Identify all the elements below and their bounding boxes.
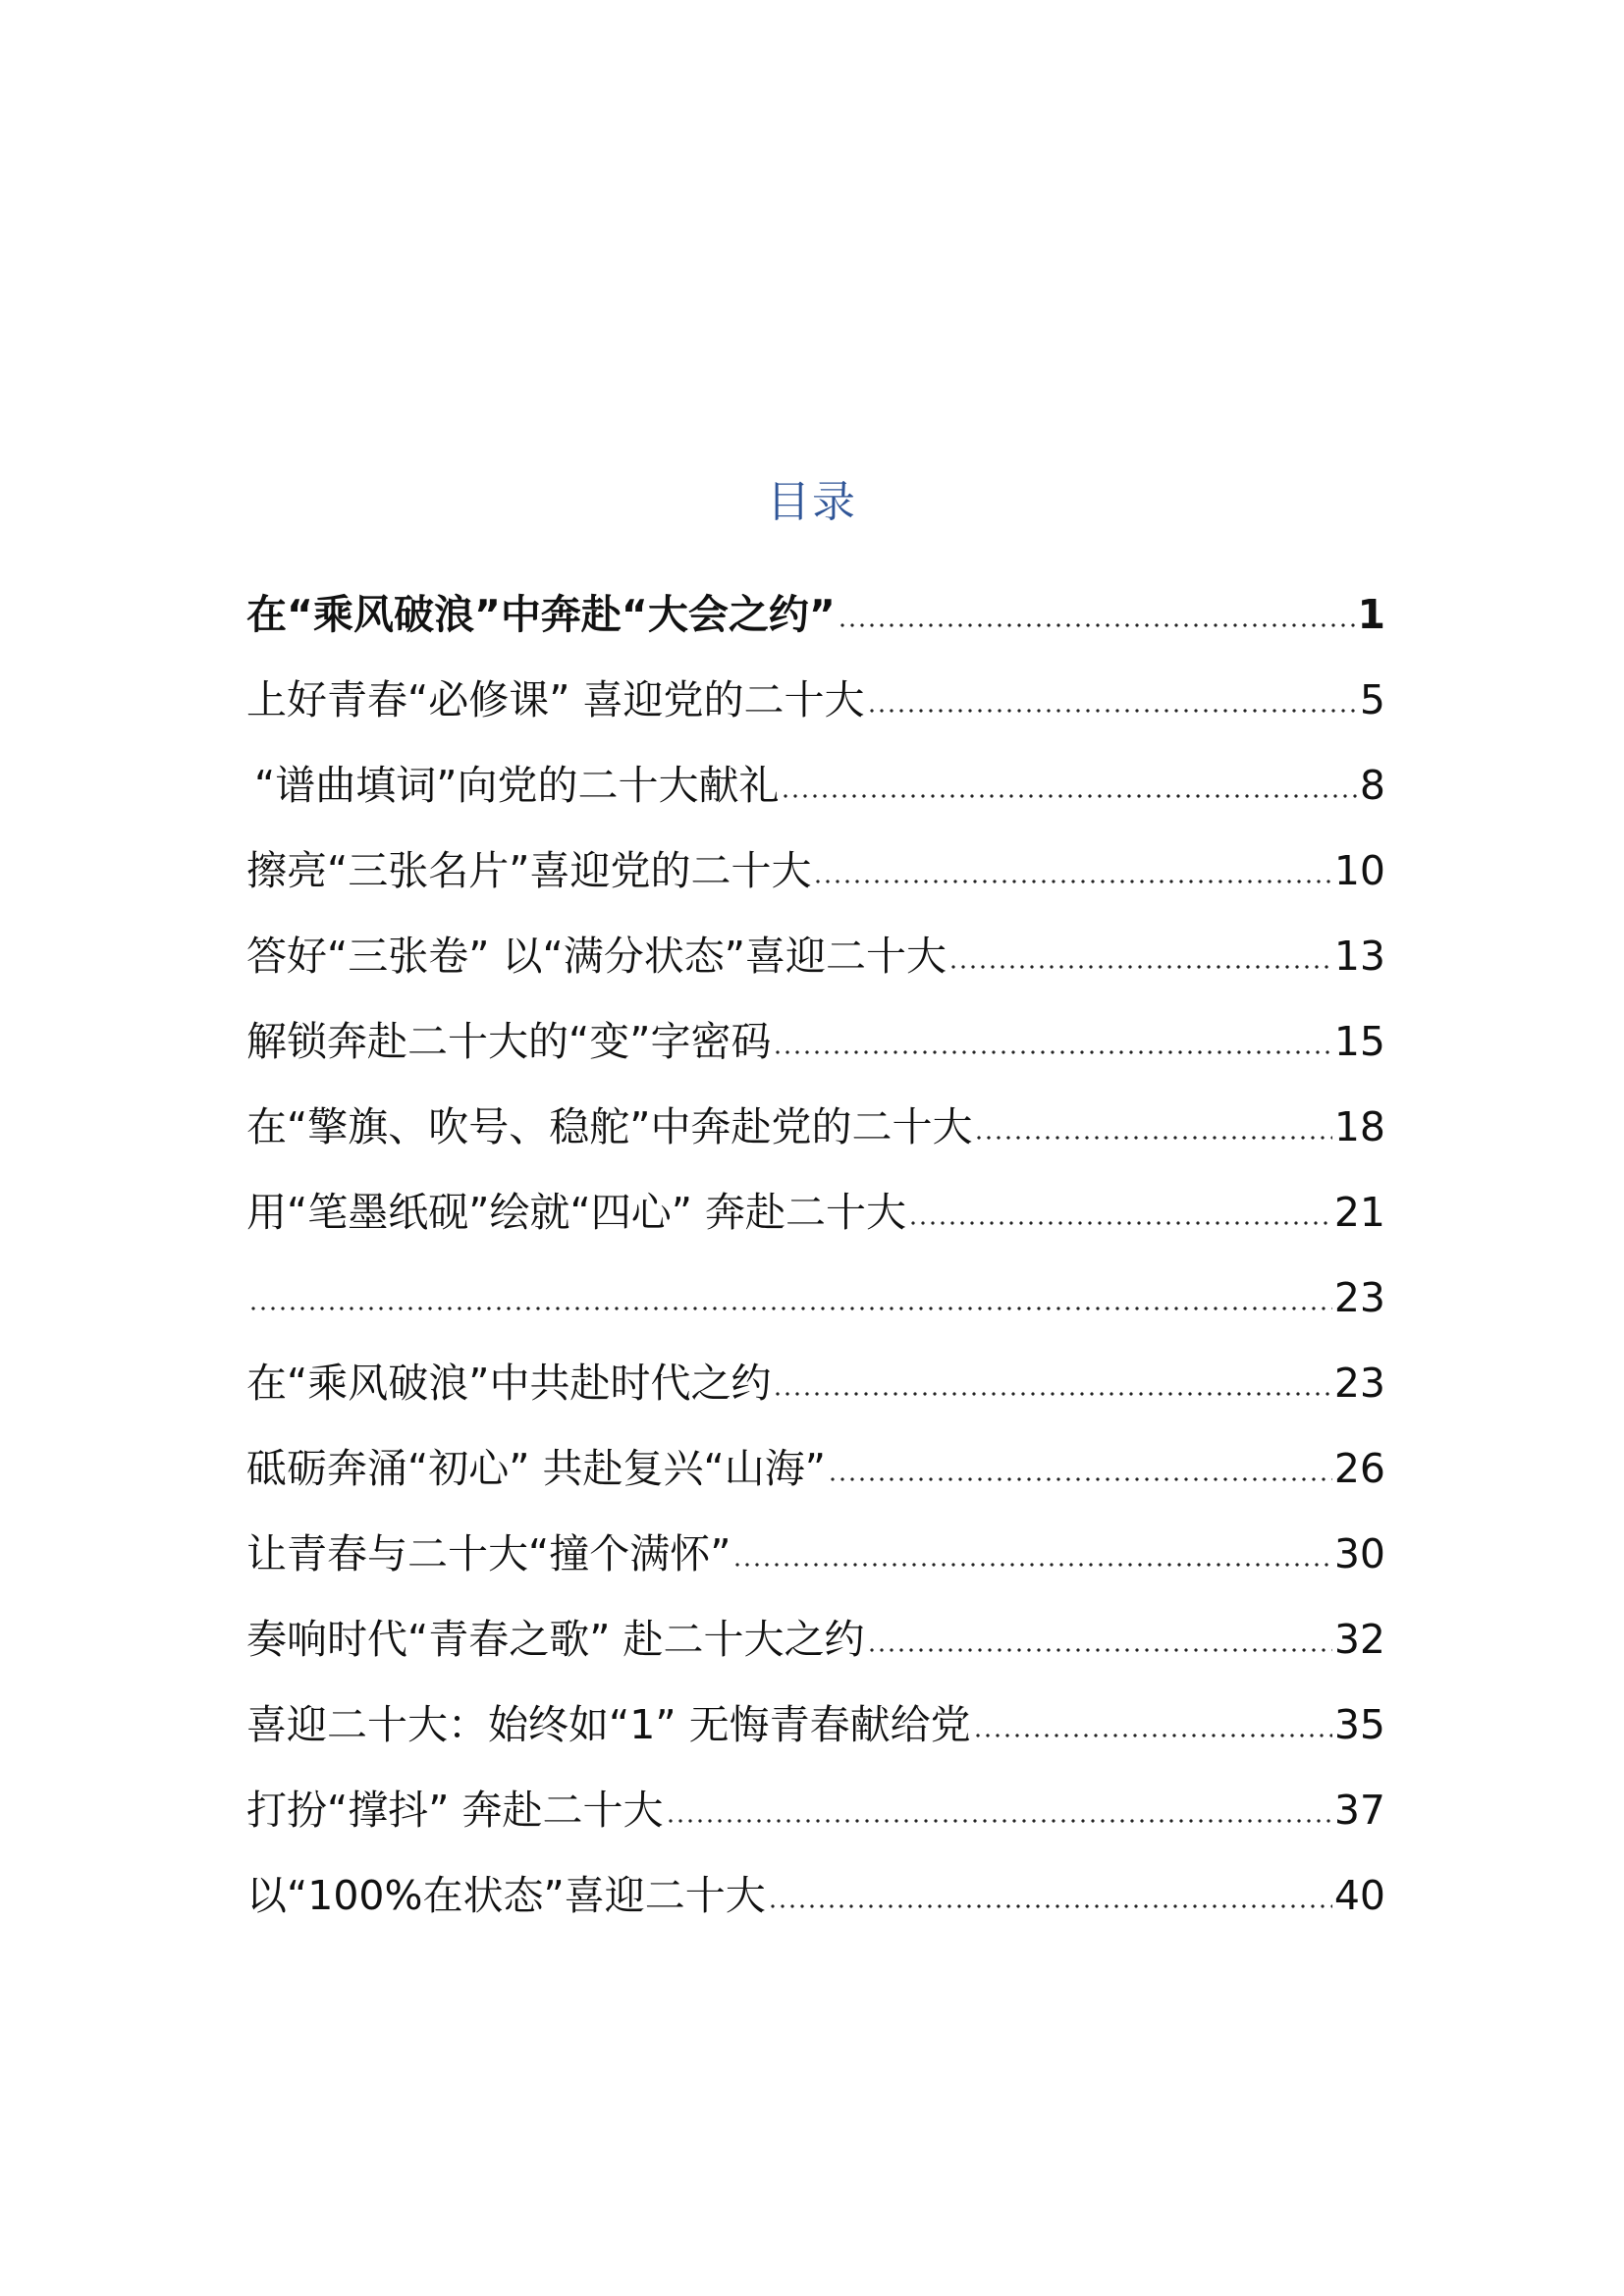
toc-entry-title: 擦亮“三张名片”喜迎党的二十大: [246, 847, 812, 894]
toc-entry-page: 23: [1333, 1360, 1385, 1407]
toc-entry-title: 喜迎二十大：始终如“1” 无悔青春献给党: [246, 1701, 971, 1748]
table-of-contents: [246, 561, 1385, 1927]
toc-entry-title: 答好“三张卷” 以“满分状态”喜迎二十大: [246, 933, 947, 980]
dot-leader: [828, 1472, 1332, 1486]
toc-entry-title: 上好青春“必修课” 喜迎党的二十大: [246, 676, 865, 723]
toc-entry-page: 30: [1333, 1530, 1385, 1577]
toc-entry-title: 用“笔墨纸砚”绘就“四心” 奔赴二十大: [246, 1189, 906, 1236]
toc-entry-page: 15: [1333, 1018, 1385, 1065]
dot-leader: [768, 1899, 1332, 1913]
toc-entry[interactable]: [246, 561, 1385, 646]
toc-entry[interactable]: [246, 1842, 1385, 1927]
toc-entry-page: 23: [1333, 1274, 1385, 1321]
toc-entry-title: 让青春与二十大“撞个满怀”: [246, 1530, 731, 1577]
toc-entry-title: 解锁奔赴二十大的“变”字密码: [246, 1018, 772, 1065]
toc-entry-title: 在“乘风破浪”中奔赴“大会之约”: [246, 591, 836, 638]
dot-leader: [838, 618, 1356, 632]
toc-entry-title: 奏响时代“青春之歌” 赴二十大之约: [246, 1616, 865, 1663]
dot-leader: [248, 1302, 1332, 1315]
dot-leader: [813, 875, 1331, 888]
toc-entry-page: 37: [1333, 1787, 1385, 1834]
toc-entry-page: 18: [1333, 1103, 1385, 1150]
toc-entry-title: 在“乘风破浪”中共赴时代之约: [246, 1360, 772, 1407]
toc-entry-page: 1: [1357, 591, 1385, 638]
toc-entry-page: 8: [1359, 762, 1385, 809]
toc-entry-page: 13: [1333, 933, 1385, 980]
dot-leader: [867, 1643, 1332, 1657]
toc-entry[interactable]: [246, 1415, 1385, 1500]
toc-entry[interactable]: [246, 646, 1385, 731]
dot-leader: [974, 1131, 1331, 1145]
toc-entry[interactable]: [246, 1585, 1385, 1671]
toc-entry[interactable]: [246, 1756, 1385, 1842]
dot-leader: [666, 1814, 1332, 1828]
dot-leader: [773, 1045, 1331, 1059]
toc-entry[interactable]: [246, 817, 1385, 902]
toc-entry-title: 砥砺奔涌“初心” 共赴复兴“山海”: [246, 1445, 826, 1492]
toc-entry-page: 35: [1333, 1701, 1385, 1748]
toc-entry[interactable]: [246, 1244, 1385, 1329]
toc-entry-page: 26: [1333, 1445, 1385, 1492]
toc-entry-page: 10: [1333, 847, 1385, 894]
toc-entry[interactable]: [246, 1073, 1385, 1158]
dot-leader: [732, 1558, 1331, 1572]
toc-entry[interactable]: [246, 1329, 1385, 1415]
toc-entry-title: 在“擎旗、吹号、稳舵”中奔赴党的二十大: [246, 1103, 973, 1150]
toc-entry[interactable]: [246, 988, 1385, 1073]
toc-entry-page: 32: [1333, 1616, 1385, 1663]
toc-entry[interactable]: [246, 902, 1385, 988]
toc-entry-title: 以“100%在状态”喜迎二十大: [246, 1872, 766, 1919]
dot-leader: [781, 789, 1357, 803]
toc-entry[interactable]: [246, 1158, 1385, 1244]
toc-entry-page: 40: [1333, 1872, 1385, 1919]
toc-entry[interactable]: [246, 1500, 1385, 1585]
toc-entry-title: “谱曲填词”向党的二十大献礼: [254, 762, 780, 809]
dot-leader: [773, 1387, 1331, 1401]
dot-leader: [973, 1729, 1332, 1742]
dot-leader: [867, 704, 1358, 718]
dot-leader: [948, 960, 1332, 974]
toc-entry-title: 打扮“撑抖” 奔赴二十大: [246, 1787, 664, 1834]
toc-entry[interactable]: [246, 1671, 1385, 1756]
dot-leader: [908, 1216, 1332, 1230]
toc-entry[interactable]: [246, 731, 1385, 817]
toc-entry-page: 5: [1359, 676, 1385, 723]
toc-entry-page: 21: [1333, 1189, 1385, 1236]
toc-title: 目录: [767, 477, 857, 527]
